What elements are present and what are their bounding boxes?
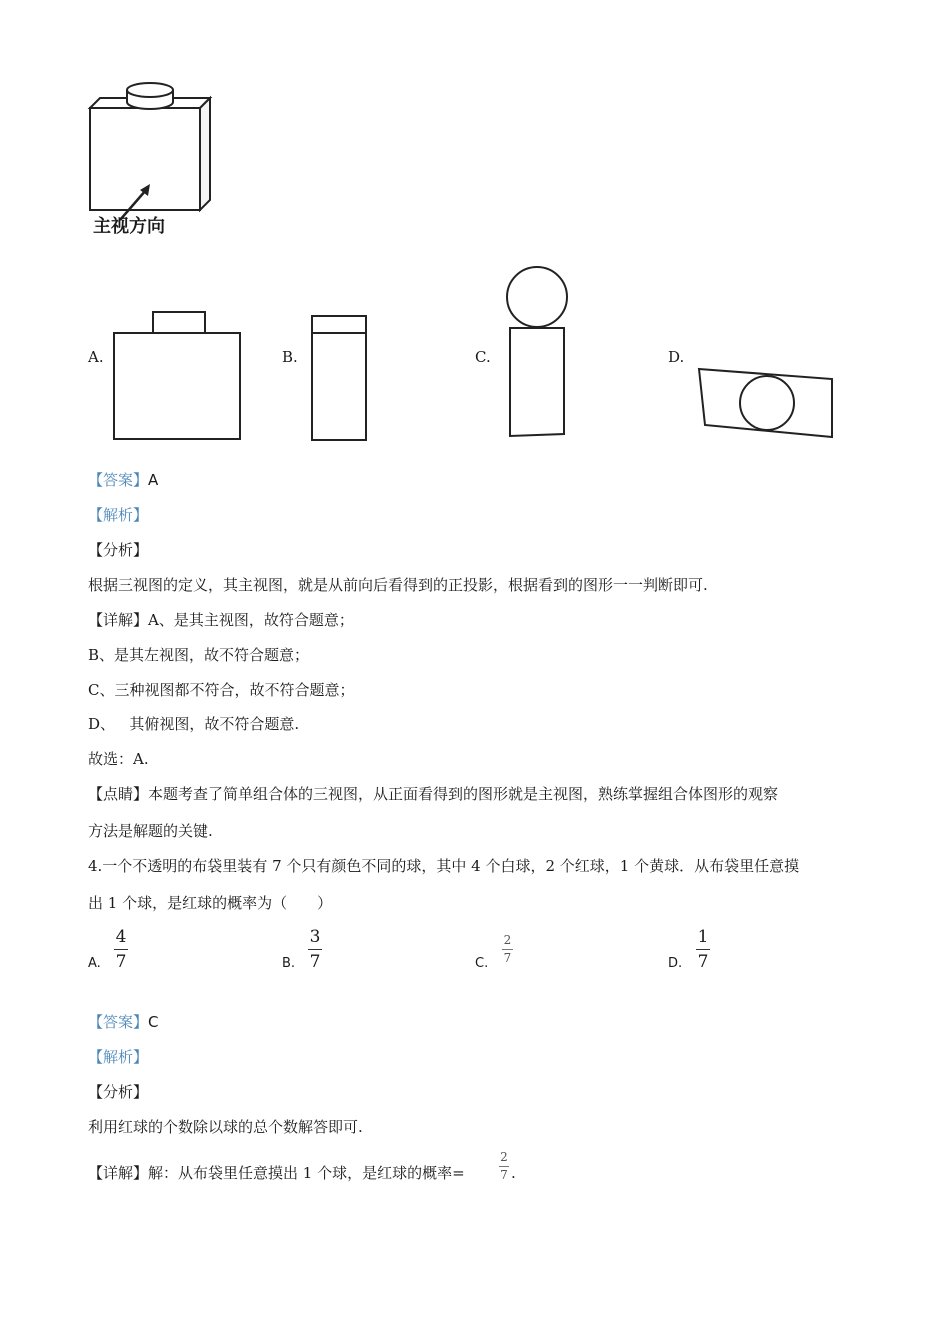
q4-option-a-fraction bbox=[114, 928, 128, 971]
q4-detail-end: . bbox=[511, 1164, 516, 1182]
analysis-tag: 【解析】 bbox=[88, 506, 149, 524]
q4-option-d-fraction bbox=[696, 928, 710, 971]
option-d-figure bbox=[695, 365, 837, 445]
q4-option-d-numerator: 1 bbox=[697, 927, 709, 947]
option-a-figure bbox=[110, 310, 245, 442]
detail-line-2: B、是其左视图，故不符合题意； bbox=[88, 646, 310, 664]
q4-answer-tag: 【答案】 bbox=[88, 1013, 149, 1031]
q4-option-d-denominator: 7 bbox=[697, 952, 709, 972]
fraction-bar bbox=[696, 949, 710, 950]
question-4-line-1: 4.一个不透明的布袋里装有 7 个只有颜色不同的球，其中 4 个白球，2 个红球，1 个黄球．从布袋里任意摸 bbox=[88, 857, 800, 875]
option-b-label: B. bbox=[282, 348, 298, 366]
detail-line-1: 【详解】A、是其主视图，故符合题意； bbox=[88, 611, 354, 629]
q4-option-b-label: B. bbox=[282, 956, 296, 971]
fenxi-text: 根据三视图的定义，其主视图，就是从前向后看得到的正投影，根据看到的图形一一判断即可. bbox=[88, 576, 708, 594]
q4-option-a-numerator: 4 bbox=[115, 927, 127, 947]
answer-tag: 【答案】 bbox=[88, 471, 149, 489]
comment-line-1: 【点睛】本题考查了简单组合体的三视图，从正面看得到的图形就是主视图，熟练掌握组合体图形的观察 bbox=[88, 785, 779, 803]
q4-fenxi-text: 利用红球的个数除以球的总个数解答即可. bbox=[88, 1118, 363, 1136]
q4-option-b-denominator: 7 bbox=[309, 952, 321, 972]
option-b-figure bbox=[308, 312, 370, 442]
fenxi-heading: 【分析】 bbox=[88, 541, 149, 559]
q4-option-c-label: C. bbox=[475, 956, 489, 971]
q4-answer-line bbox=[88, 1012, 159, 1032]
question-4-line-2: 出 1 个球，是红球的概率为（ ） bbox=[88, 894, 333, 912]
option-c-figure bbox=[500, 262, 572, 440]
q4-option-d-label: D. bbox=[668, 956, 683, 971]
detail-line-4: D、 其俯视图，故不符合题意. bbox=[88, 715, 300, 733]
q4-fenxi-heading: 【分析】 bbox=[88, 1083, 149, 1101]
q4-option-c-numerator: 2 bbox=[503, 933, 512, 947]
q4-option-c-fraction bbox=[502, 934, 513, 965]
option-a-label: A. bbox=[88, 348, 104, 366]
option-d-label: D. bbox=[668, 348, 685, 366]
direction-label: 主视方向 bbox=[93, 216, 165, 237]
q4-option-b-numerator: 3 bbox=[309, 927, 321, 947]
q4-answer-value: C bbox=[148, 1013, 159, 1031]
q4-option-a-label: A. bbox=[88, 956, 101, 971]
fraction-bar bbox=[502, 949, 513, 950]
choose-line: 故选：A. bbox=[88, 750, 149, 768]
q4-analysis-tag: 【解析】 bbox=[88, 1048, 149, 1066]
answer-value: A bbox=[148, 471, 159, 489]
answer-line bbox=[88, 470, 158, 490]
comment-line-2: 方法是解题的关键. bbox=[88, 822, 213, 840]
q4-option-b-fraction bbox=[308, 928, 322, 971]
q4-option-a-denominator: 7 bbox=[115, 952, 127, 972]
q4-detail-numerator: 2 bbox=[500, 1150, 508, 1164]
fraction-bar bbox=[499, 1166, 509, 1167]
q4-detail-line: 【详解】解：从布袋里任意摸出 1 个球，是红球的概率= bbox=[88, 1164, 465, 1182]
detail-line-3: C、三种视图都不符合，故不符合题意； bbox=[88, 681, 355, 699]
q4-detail-fraction bbox=[499, 1151, 509, 1182]
q4-option-c-denominator: 7 bbox=[503, 951, 512, 965]
fraction-bar bbox=[308, 949, 322, 950]
fraction-bar bbox=[114, 949, 128, 950]
q4-detail-denominator: 7 bbox=[500, 1168, 508, 1182]
option-c-label: C. bbox=[475, 348, 491, 366]
